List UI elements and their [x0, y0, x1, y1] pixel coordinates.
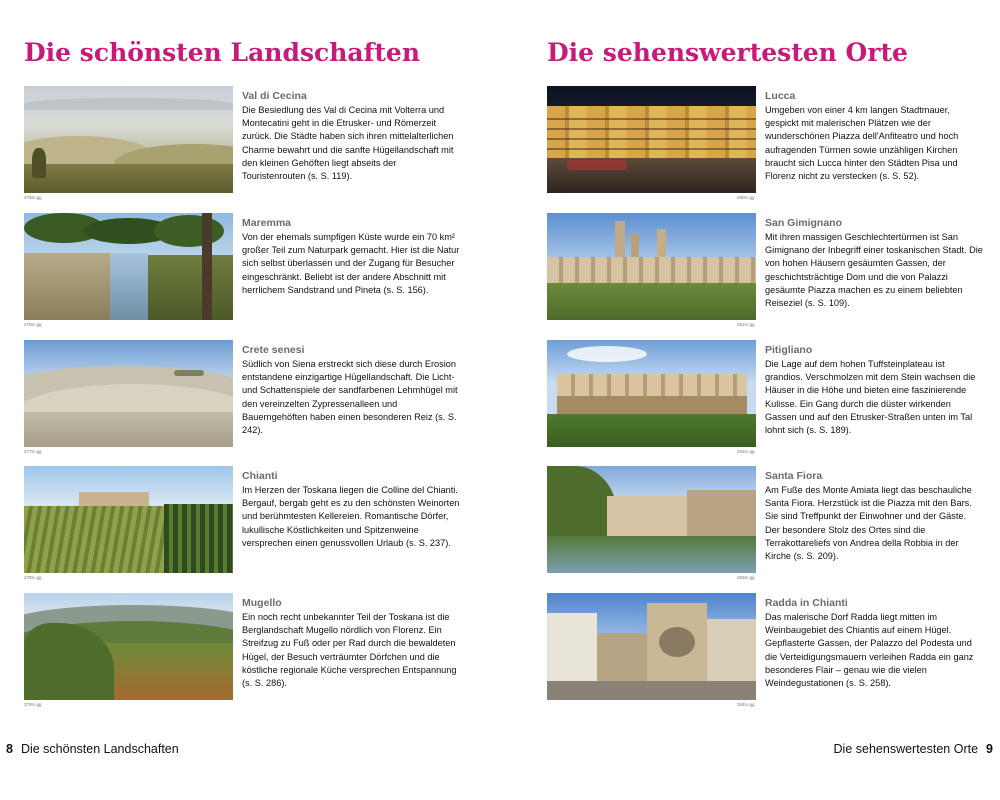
entry-text [765, 597, 983, 690]
page-number: 9 [986, 742, 993, 756]
entry-title: Mugello [242, 597, 282, 609]
photo-credit: 275tc-gg [24, 195, 42, 200]
entry-description: Südlich von Siena erstreckt sich diese durch Erosion entstandene einzigartige Hügellandschaft. Die Licht- und Schattenspiele der sandfarbenen Lehmhügel mit den vereinzelten Zypressenalleen und Bauerngehöften haben einen besonderen Reiz (s. S. 242). [242, 359, 458, 436]
entry-description: Von der ehemals sumpfigen Küste wurde ein 70 km² großer Teil zum Naturpark gemacht. Hier ist die Natur sich selbst überlassen und der Zugang für Besucher eingeschränkt. Beliebt ist der andere Abschnitt mit herrlichem Sandstrand und Pineta (s. S. 156). [242, 232, 460, 295]
entry-description: Im Herzen der Toskana liegen die Colline del Chianti. Bergauf, bergab geht es zu den schönsten Weinorten und berühmtesten Kellereien. Romantische Dörfer, lukullische Köstlichkeiten und Spitzenweine versprechen einen genussvollen Urlaub (s. S. 237). [242, 485, 460, 548]
photo-pitigliano [547, 340, 756, 447]
entry-title: Crete senesi [242, 344, 305, 356]
right-page [547, 0, 1000, 800]
entry-title: San Gimignano [765, 217, 843, 229]
photo-credit: 276tc-gg [24, 322, 42, 327]
entry-description: Ein noch recht unbekannter Teil der Toskana ist die Berglandschaft Mugello nördlich von Florenz. Ein Streifzug zu Fuß oder per Rad durch die bewaldeten Hügel, der Besuch verträumter Dörfchen und die köstliche regionale Küche versprechen Entspannung (s. S. 286). [242, 612, 457, 689]
entry-maremma [24, 213, 494, 343]
photo-maremma [24, 213, 233, 320]
entry-title: Maremma [242, 217, 292, 229]
photo-credit: 280tc-gg [737, 195, 755, 200]
entry-title: Val di Cecina [242, 90, 307, 102]
entry-crete-senesi [24, 340, 494, 470]
photo-crete-senesi [24, 340, 233, 447]
entry-description: Das malerische Dorf Radda liegt mitten im Weinbaugebiet des Chiantis auf einem Hügel. Gepflasterte Gassen, der Palazzo del Podesta und die Verteidigungsmauern verleihen Radda ein ganz besonderes Flair – genau wie die vielen Weindegustationen (s. S. 258). [765, 612, 974, 689]
photo-radda-in-chianti [547, 593, 756, 700]
photo-val-di-cecina [24, 86, 233, 193]
entry-radda-in-chianti [547, 593, 1000, 723]
footer-right [834, 742, 993, 756]
photo-credit: 284tc-gg [737, 702, 755, 707]
entry-pitigliano [547, 340, 1000, 470]
entry-title: Radda in Chianti [765, 597, 848, 609]
entry-text [242, 90, 460, 183]
entry-description: Mit ihren massigen Geschlechtertürmen ist San Gimignano der Inbegriff einer toskanischen Stadt. Die von hohen Häusern gesäumten Gassen, der geschichtsträchtige Dom und die von Palazzi gesäumte Piazza machen es zu einem beliebten Reiseziel (s. S. 109). [765, 232, 983, 309]
page-title: Die schönsten Landschaften [24, 38, 421, 67]
photo-credit: 283tc-gg [737, 575, 755, 580]
entry-description: Die Besiedlung des Val di Cecina mit Volterra und Montecatini geht in die Etrusker- und Römerzeit zurück. Die Städte haben sich ihren mittelalterlichen Charme bewahrt und die sanfte Hügellandschaft mit den kleinen Gehöften liegt abseits der Touristenrouten (s. S. 119). [242, 105, 454, 182]
entry-text [765, 344, 983, 437]
photo-chianti [24, 466, 233, 573]
photo-credit: 281tc-gg [737, 322, 755, 327]
photo-mugello [24, 593, 233, 700]
entry-description: Die Lage auf dem hohen Tuffsteinplateau ist grandios. Verschmolzen mit dem Stein wachsen die Häuser in die Höhe und bieten eine faszinierende Kulisse. Ein Gang durch die düster wirkenden Gassen und auf den Etrusker-Straßen unten im Tal lohnt sich (s. S. 189). [765, 359, 976, 436]
entry-title: Lucca [765, 90, 796, 102]
entry-description: Am Fuße des Monte Amiata liegt das beschauliche Santa Fiora. Herzstück ist die Piazza mit den Bars. Sie sind Treffpunkt der Einwohner und der Gäste. Der besondere Stolz des Ortes sind die Terrakottareliefs von Andrea della Robbia in der Kirche (s. S. 209). [765, 485, 972, 562]
entry-text [765, 90, 983, 183]
photo-credit: 282tc-gg [737, 449, 755, 454]
photo-credit: 279tc-gg [24, 702, 42, 707]
entry-san-gimignano [547, 213, 1000, 343]
entry-text [242, 470, 460, 550]
photo-san-gimignano [547, 213, 756, 320]
entry-title: Santa Fiora [765, 470, 823, 482]
footer-left [6, 742, 179, 756]
entry-title: Pitigliano [765, 344, 813, 356]
entry-chianti [24, 466, 494, 596]
running-head: Die sehenswertesten Orte [833, 742, 979, 756]
entry-text [765, 470, 983, 563]
entry-description: Umgeben von einer 4 km langen Stadtmauer, gespickt mit malerischen Plätzen wie der wunderschönen Piazza dell'Anfiteatro und hoch aufragenden Türmen sowie unzähligen Kirchen braucht sich Lucca hinter den Städten Pisa und Florenz nicht zu verstecken (s. S. 52). [765, 105, 959, 182]
entry-text [765, 217, 983, 310]
page-number: 8 [6, 742, 13, 756]
page-title: Die sehenswertesten Orte [547, 38, 908, 67]
entry-text [242, 217, 460, 297]
entry-lucca [547, 86, 1000, 216]
entry-santa-fiora [547, 466, 1000, 596]
entry-title: Chianti [242, 470, 278, 482]
entry-text [242, 344, 460, 437]
photo-credit: 278tc-gg [24, 575, 42, 580]
photo-credit: 277tc-gg [24, 449, 42, 454]
photo-lucca [547, 86, 756, 193]
photo-santa-fiora [547, 466, 756, 573]
entry-val-di-cecina [24, 86, 494, 216]
entry-mugello [24, 593, 494, 723]
entry-text [242, 597, 460, 690]
running-head: Die schönsten Landschaften [20, 742, 179, 756]
left-page [24, 0, 504, 800]
